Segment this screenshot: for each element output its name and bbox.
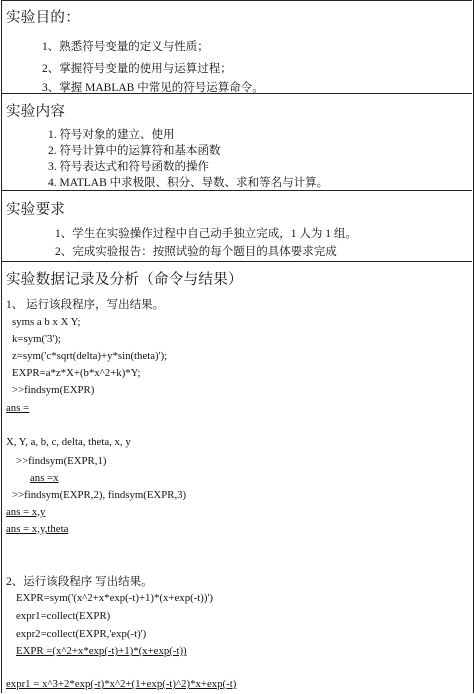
records-heading: 实验数据记录及分析（命令与结果） — [6, 272, 243, 288]
output-line: EXPR =(x^2+x*exp(-t)+1)*(x+exp(-t)) — [16, 645, 187, 657]
section-divider-1 — [1, 93, 472, 94]
code-line: EXPR=a*z*X+(b*x^2+k)*Y; — [12, 367, 141, 379]
code-line: syms a b x X Y; — [12, 316, 81, 328]
task2-label: 2、运行该段程序 写出结果。 — [6, 576, 153, 588]
objective-item-2: 2、掌握符号变量的使用与运算过程； — [42, 63, 232, 75]
content-heading: 实验内容 — [6, 104, 66, 120]
section-divider-3 — [1, 261, 472, 262]
content-item-3: 3. 符号表达式和符号函数的操作 — [48, 161, 209, 173]
code-line: >>findsym(EXPR) — [12, 384, 95, 396]
objective-item-1: 1、熟悉符号变量的定义与性质； — [42, 41, 209, 53]
code-line: expr1=collect(EXPR) — [16, 610, 111, 622]
output-line: ans =x — [30, 472, 59, 484]
code-line: >>findsym(EXPR,1) — [16, 455, 107, 467]
code-line: k=sym('3'); — [12, 333, 61, 345]
code-line: EXPR=sym('(x^2+x*exp(-t)+1)*(x+exp(-t))') — [16, 592, 214, 604]
content-item-2: 2. 符号计算中的运算符和基本函数 — [48, 145, 221, 157]
output-line: X, Y, a, b, c, delta, theta, x, y — [6, 436, 131, 448]
objective-heading: 实验目的： — [6, 10, 80, 26]
document-frame — [1, 0, 474, 693]
output-line: expr1 = x^3+2*exp(-t)*x^2+(1+exp(-t)^2)*x+exp(-t) — [6, 678, 237, 690]
top-border — [1, 0, 472, 1]
output-line: ans = x,y,theta — [6, 523, 69, 535]
output-line: ans = — [6, 402, 30, 414]
content-item-4: 4. MATLAB 中求极限、积分、导数、求和等名与计算。 — [48, 177, 329, 189]
requirements-item-1: 1、学生在实验操作过程中自己动手独立完成，1 人为 1 组。 — [55, 228, 357, 240]
section-divider-2 — [1, 190, 472, 191]
code-line: >>findsym(EXPR,2), findsym(EXPR,3) — [12, 489, 187, 501]
output-line: ans = x,y — [6, 506, 46, 518]
content-item-1: 1. 符号对象的建立、使用 — [48, 129, 175, 141]
requirements-heading: 实验要求 — [6, 202, 66, 218]
task1-label: 1、 运行该段程序，写出结果。 — [6, 299, 165, 311]
code-line: expr2=collect(EXPR,'exp(-t)') — [16, 628, 147, 640]
code-line: z=sym('c*sqrt(delta)+y*sin(theta)'); — [12, 350, 168, 362]
objective-item-3: 3、掌握 MABLAB 中常见的符号运算命令。 — [42, 82, 264, 94]
requirements-item-2: 2、完成实验报告：按照试验的每个题目的具体要求完成 — [55, 246, 337, 258]
